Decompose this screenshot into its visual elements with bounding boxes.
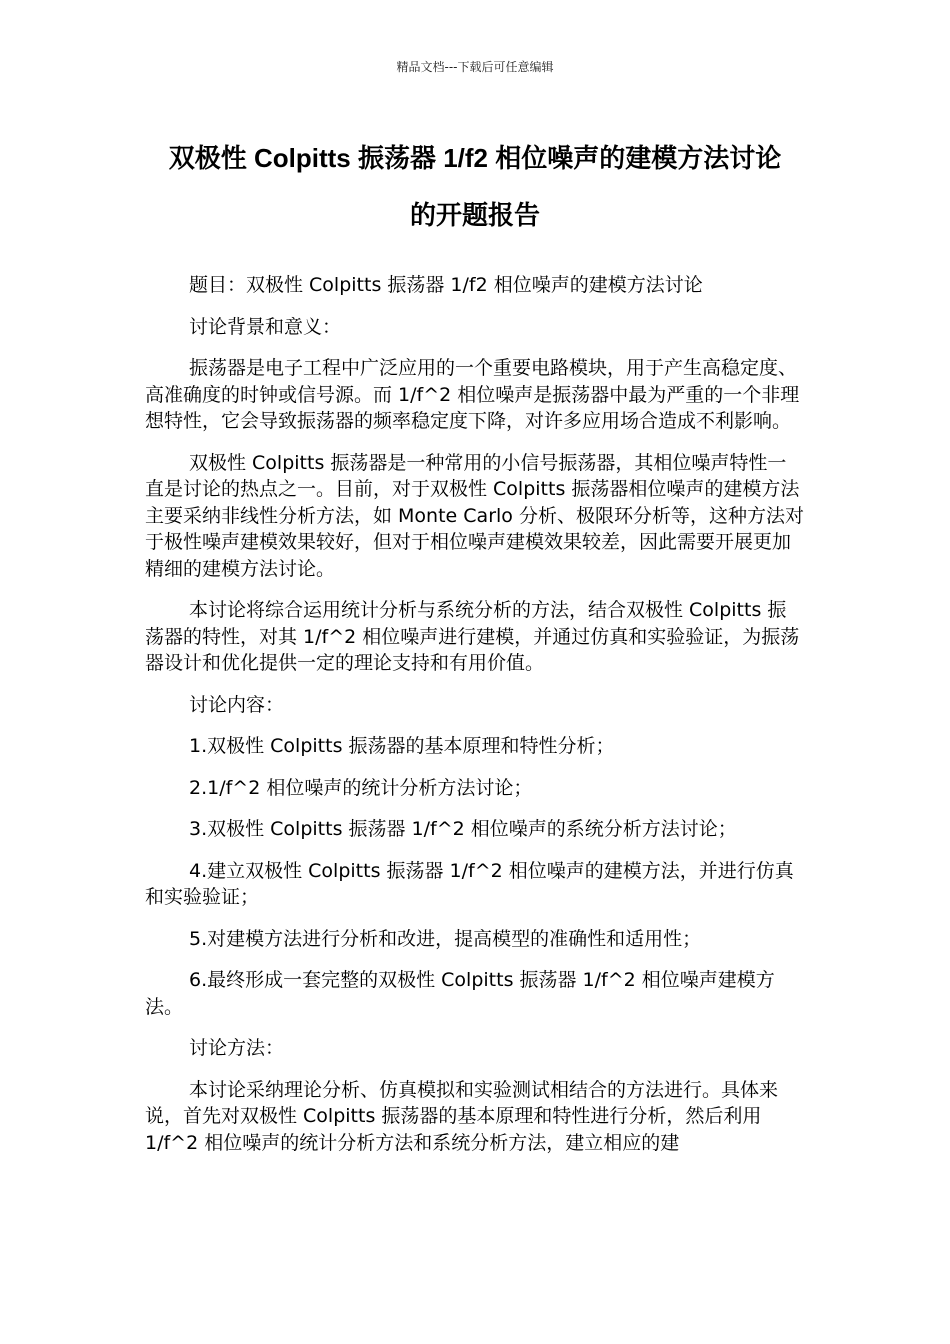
heading-method: 讨论方法： (189, 1037, 285, 1059)
document-title-line-2: 的开题报告 (409, 200, 540, 230)
list-item: 5.对建模方法进行分析和改进，提高模型的准确性和适用性； (189, 927, 702, 950)
list-item: 6.最终形成一套完整的双极性 Colpitts 振荡器 1/f^2 相位噪声建模方法。 (145, 969, 775, 1018)
document-body (145, 272, 805, 1171)
heading-background: 讨论背景和意义： (189, 315, 342, 338)
paragraph: 双极性 Colpitts 振荡器是一种常用的小信号振荡器，其相位噪声特性一直是讨论的热点之一。目前，对于双极性 Colpitts 振荡器相位噪声的建模方法主要采纳非线性分析方法，如 Monte Carlo 分析、极限环分析等，这种方法对于极性噪声建模效果较好，但对于相位噪声建模效果较差，因此需要开展更加精细的建模方法讨论。 (145, 451, 804, 580)
list-item: 1.双极性 Colpitts 振荡器的基本原理和特性分析； (189, 735, 615, 757)
list-item: 4.建立双极性 Colpitts 振荡器 1/f^2 相位噪声的建模方法，并进行仿真和实验验证； (145, 859, 794, 908)
paragraph: 振荡器是电子工程中广泛应用的一个重要电路模块，用于产生高稳定度、高准确度的时钟或信号源。而 1/f^2 相位噪声是振荡器中最为严重的一个非理想特性，它会导致振荡器的频率稳定度下降，对许多应用场合造成不利影响。 (145, 357, 800, 432)
paragraph-topic: 题目：双极性 Colpitts 振荡器 1/f2 相位噪声的建模方法讨论 (189, 274, 703, 296)
heading-content: 讨论内容： (189, 693, 285, 716)
list-item: 3.双极性 Colpitts 振荡器 1/f^2 相位噪声的系统分析方法讨论； (189, 818, 737, 840)
list-item: 2.1/f^2 相位噪声的统计分析方法讨论； (189, 776, 533, 799)
paragraph: 本讨论将综合运用统计分析与系统分析的方法，结合双极性 Colpitts 振荡器的特性，对其 1/f^2 相位噪声进行建模，并通过仿真和实验验证，为振荡器设计和优化提供一定的理论支持和有用价值。 (145, 599, 800, 674)
document-title-line-1: 双极性 Colpitts 振荡器 1/f2 相位噪声的建模方法讨论 (168, 143, 782, 173)
paragraph: 本讨论采纳理论分析、仿真模拟和实验测试相结合的方法进行。具体来说，首先对双极性 Colpitts 振荡器的基本原理和特性进行分析，然后利用 1/f^2 相位噪声的统计分析方法和系统分析方法，建立相应的建 (145, 1078, 779, 1154)
page-header-note: 精品文档---下载后可任意编辑 (396, 60, 554, 74)
